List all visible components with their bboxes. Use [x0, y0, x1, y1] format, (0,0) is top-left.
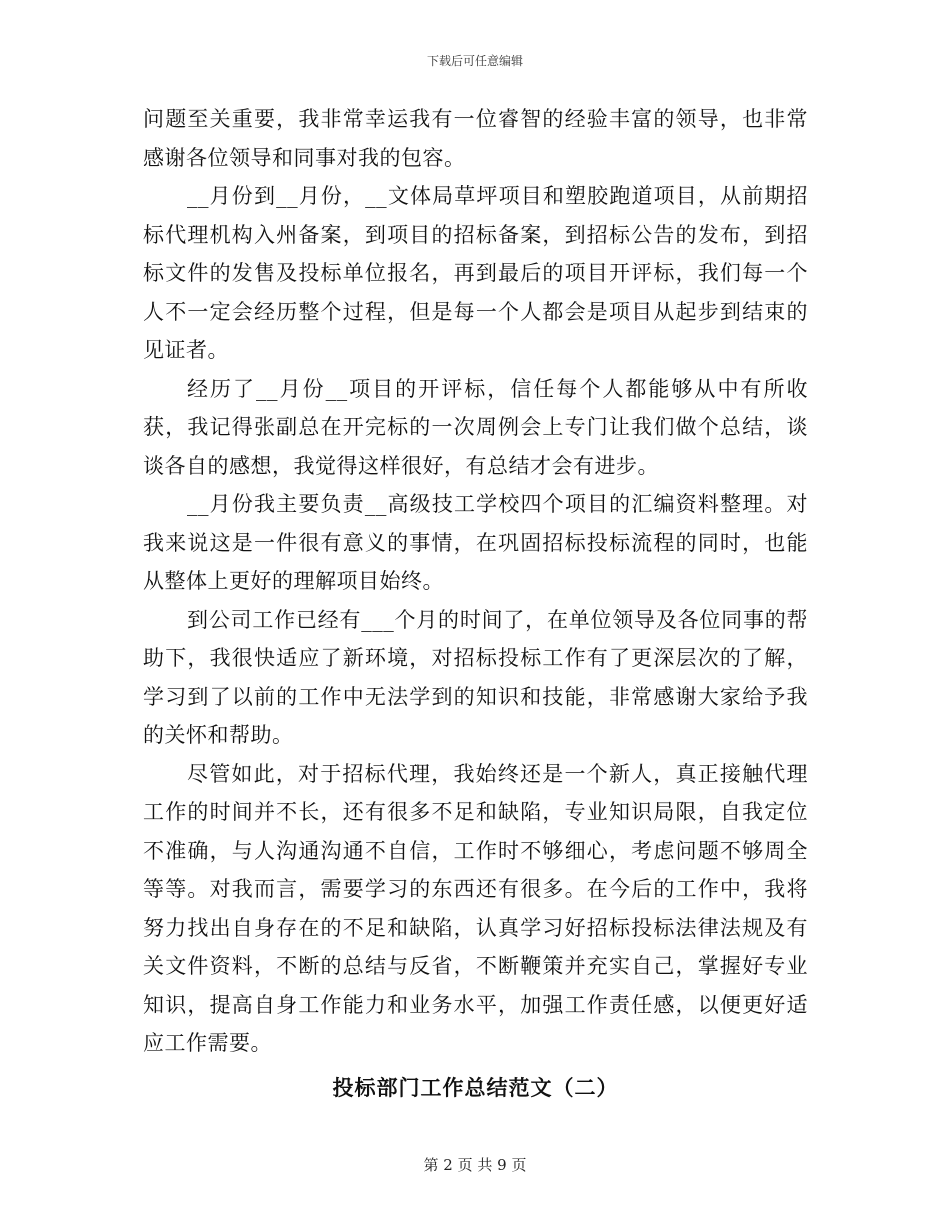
- section-title: 投标部门工作总结范文（二）: [332, 1074, 619, 1100]
- paragraph-3: 经历了__月份__项目的开评标，信任每个人都能够从中有所收获，我记得张副总在开完标的一次周例会上专门让我们做个总结，谈谈各自的感想，我觉得这样很好，有总结才会有进步。: [143, 376, 808, 478]
- paragraph-6: 尽管如此，对于招标代理，我始终还是一个新人，真正接触代理工作的时间并不长，还有很多不足和缺陷，专业知识局限，自我定位不准确，与人沟通沟通不自信，工作时不够细心，考虑问题不够周全等等。对我而言，需要学习的东西还有很多。在今后的工作中，我将努力找出自身存在的不足和缺陷，认真学习好招标投标法律法规及有关文件资料，不断的总结与反省，不断鞭策并充实自己，掌握好专业知识，提高自身工作能力和业务水平，加强工作责任感，以便更好适应工作需要。: [143, 761, 808, 1055]
- page-footer: 第 2 页 共 9 页: [423, 1156, 527, 1174]
- paragraph-2: __月份到__月份，__文体局草坪项目和塑胶跑道项目，从前期招标代理机构入州备案，到项目的招标备案，到招标公告的发布，到招标文件的发售及投标单位报名，再到最后的项目开评标，我们每一个人不一定会经历整个过程，但是每一个人都会是项目从起步到结束的见证者。: [143, 184, 808, 362]
- document-body: [143, 100, 808, 1108]
- page-header: 下载后可任意编辑: [426, 54, 523, 68]
- paragraph-4: __月份我主要负责__高级技工学校四个项目的汇编资料整理。对我来说这是一件很有意义的事情，在巩固招标投标流程的同时，也能从整体上更好的理解项目始终。: [143, 492, 808, 593]
- paragraph-1: 问题至关重要，我非常幸运我有一位睿智的经验丰富的领导，也非常感谢各位领导和同事对我的包容。: [143, 107, 808, 170]
- paragraph-5: 到公司工作已经有___个月的时间了，在单位领导及各位同事的帮助下，我很快适应了新环境，对招标投标工作有了更深层次的了解，学习到了以前的工作中无法学到的知识和技能，非常感谢大家给予我的关怀和帮助。: [143, 607, 808, 747]
